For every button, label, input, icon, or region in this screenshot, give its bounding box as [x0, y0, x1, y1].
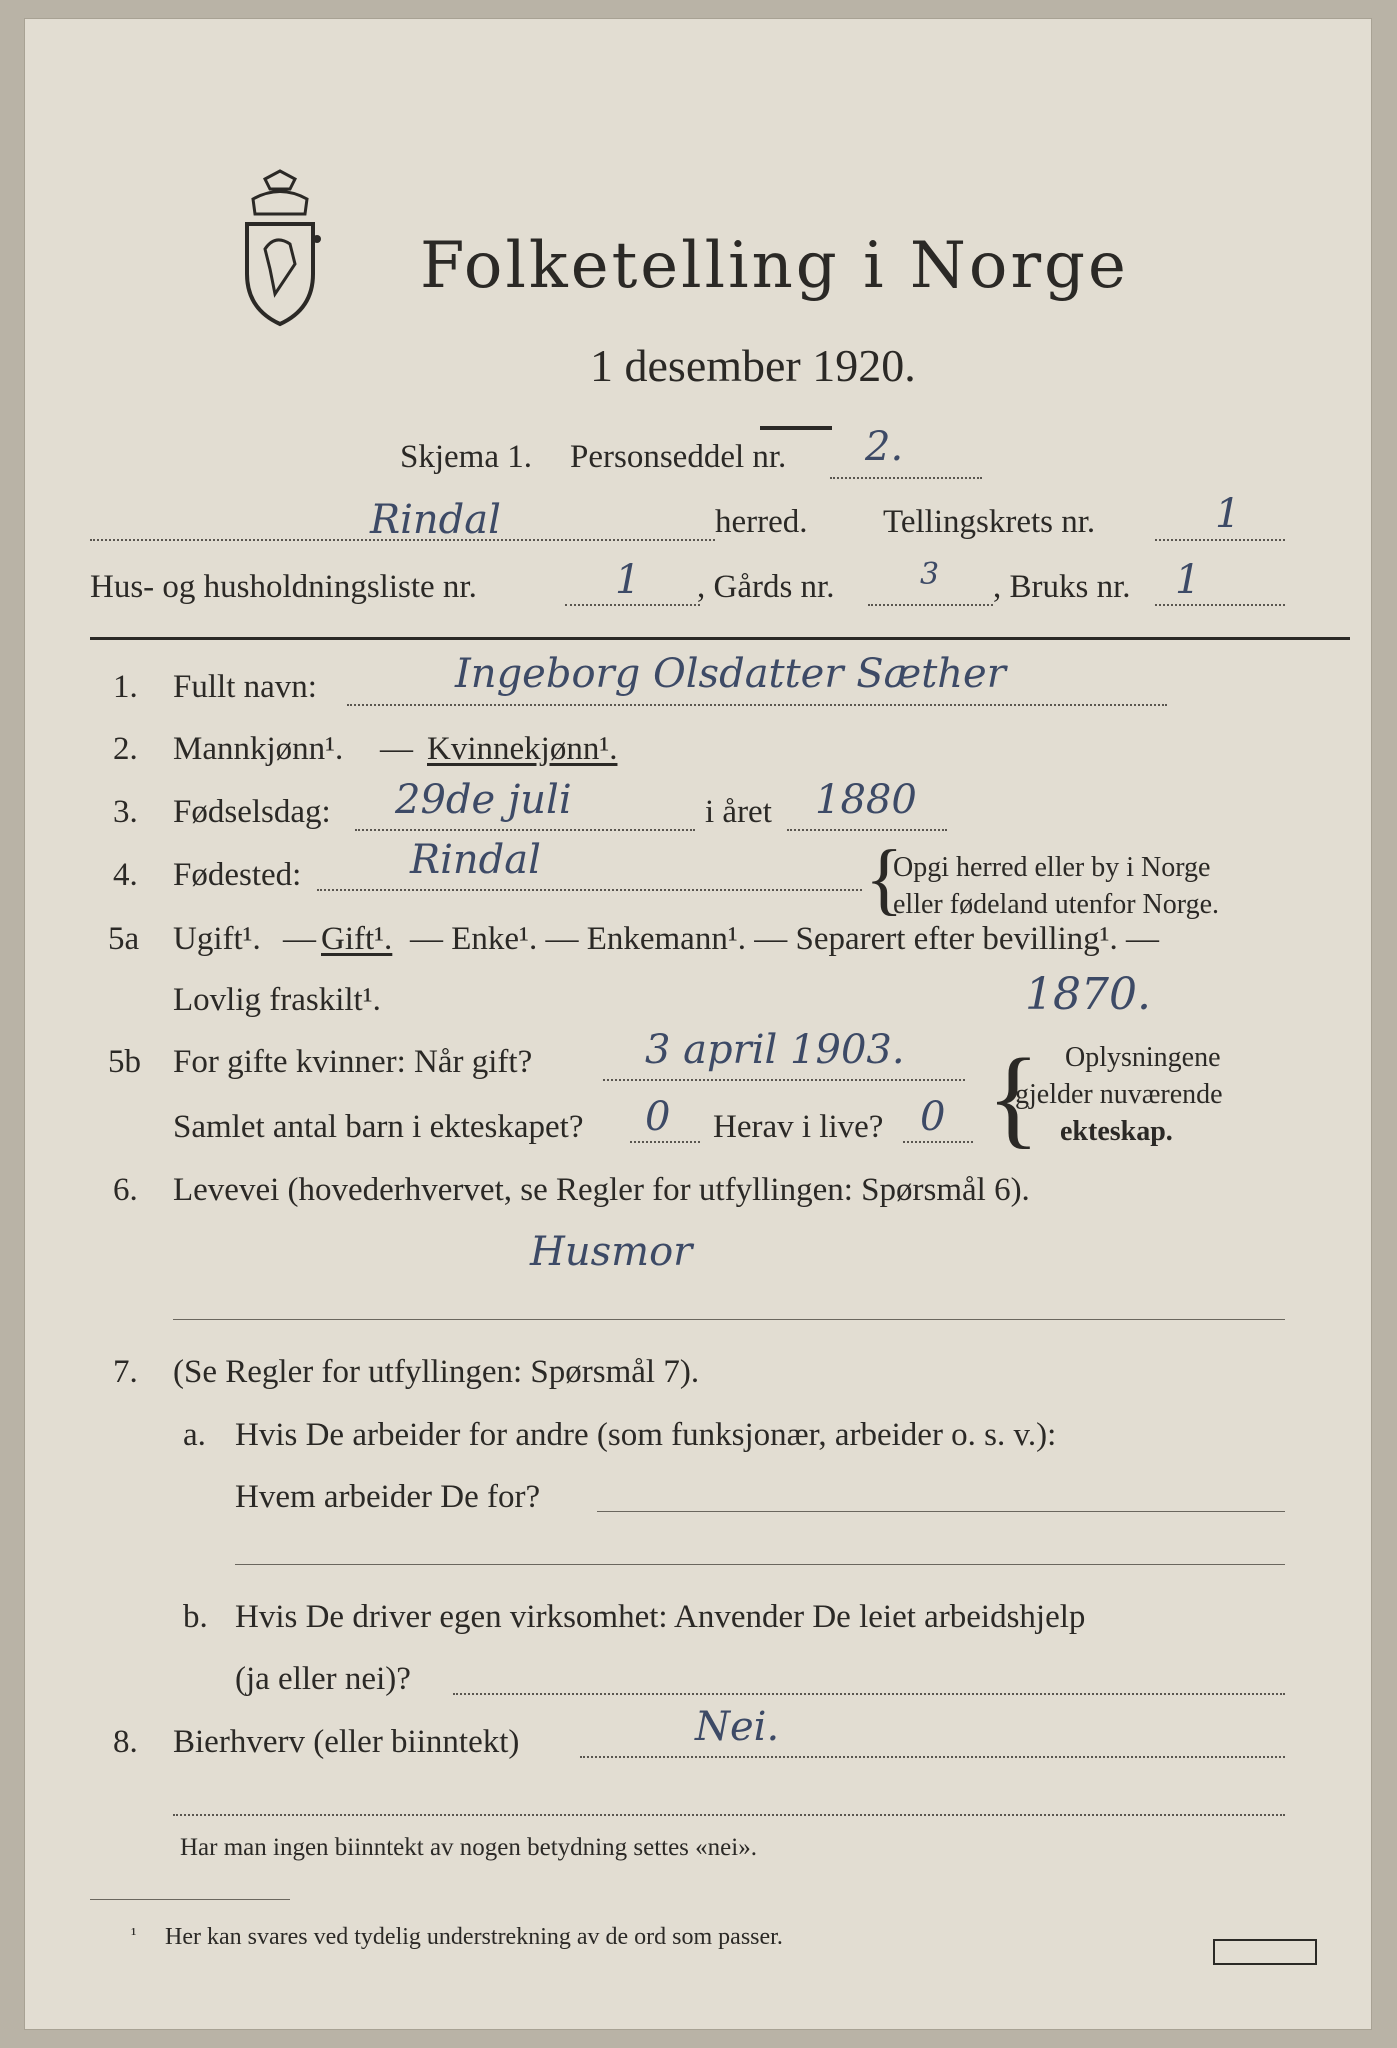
- q5a-line2: Lovlig fraskilt¹.: [173, 982, 381, 1018]
- q7-label: (Se Regler for utfyllingen: Spørsmål 7).: [173, 1354, 700, 1390]
- q8-note: Har man ingen biinntekt av nogen betydning settes «nei».: [180, 1834, 757, 1861]
- page-title: Folketelling i Norge: [420, 229, 1129, 303]
- q1-number: 1.: [113, 669, 138, 705]
- coat-of-arms-icon: [235, 169, 325, 334]
- q5b-note-2: gjelder nuværende: [1015, 1079, 1223, 1110]
- q4-number: 4.: [113, 857, 138, 893]
- q1-value: Ingeborg Olsdatter Sæther: [455, 651, 1006, 697]
- q2-female: Kvinnekjønn¹.: [427, 731, 618, 767]
- q5b-value: 3 april 1903.: [645, 1027, 905, 1073]
- q2-sep: —: [380, 731, 413, 767]
- q7-number: 7.: [113, 1354, 138, 1390]
- q5b-brace: {: [987, 1036, 1040, 1158]
- q5a-rest: — Enke¹. — Enkemann¹. — Separert efter bevilling¹. —: [410, 921, 1160, 957]
- q7a-line2: Hvem arbeider De for?: [235, 1479, 541, 1515]
- bruks-value: 1: [1175, 557, 1201, 603]
- hus-line: [565, 604, 700, 606]
- q7a-line: [597, 1511, 1285, 1512]
- q6-number: 6.: [113, 1172, 138, 1208]
- q7a-label: Hvis De arbeider for andre (som funksjonær, arbeider o. s. v.):: [235, 1417, 1057, 1453]
- q7a-letter: a.: [183, 1417, 206, 1453]
- q3-year-line: [787, 829, 947, 831]
- schema-label: Skjema 1.: [400, 439, 532, 475]
- q7a-line-extra: [235, 1564, 1285, 1565]
- q6-value: Husmor: [530, 1229, 693, 1275]
- gards-value: 3: [920, 557, 940, 592]
- q7b-letter: b.: [183, 1599, 208, 1635]
- q3-year-label: i året: [705, 794, 772, 830]
- q8-label: Bierhverv (eller biinntekt): [173, 1724, 520, 1760]
- q5b-alive-line: [903, 1141, 973, 1143]
- q5b-note-3: ekteskap.: [1060, 1116, 1173, 1147]
- printer-stamp: [1213, 1939, 1317, 1965]
- title-divider: [760, 426, 832, 430]
- q1-line: [347, 704, 1167, 706]
- bruks-label: , Bruks nr.: [993, 569, 1131, 605]
- personseddel-label: Personseddel nr.: [570, 439, 787, 475]
- q7b-line: [453, 1693, 1285, 1695]
- q7b-line2: (ja eller nei)?: [235, 1661, 411, 1697]
- tellingskrets-value: 1: [1215, 491, 1241, 537]
- q5b-number: 5b: [108, 1044, 141, 1080]
- q5b-alive-value: 0: [920, 1094, 946, 1140]
- q4-brace: {: [865, 835, 904, 923]
- q5a-ugift: Ugift¹.: [173, 921, 261, 957]
- q4-note-1: Opgi herred eller by i Norge: [893, 852, 1211, 883]
- q6-line: [173, 1319, 1285, 1320]
- q5b-line: [603, 1079, 965, 1081]
- q8-line-extra: [173, 1814, 1285, 1816]
- herred-label: herred.: [715, 504, 808, 540]
- q4-value: Rindal: [410, 837, 541, 883]
- q8-line: [580, 1756, 1285, 1758]
- q3-label: Fødselsdag:: [173, 794, 331, 830]
- q1-label: Fullt navn:: [173, 669, 317, 705]
- q8-number: 8.: [113, 1724, 138, 1760]
- q3-year-value: 1880: [815, 777, 917, 823]
- tellingskrets-line: [1155, 539, 1285, 541]
- personseddel-value: 2.: [865, 424, 904, 470]
- q8-value: Nei.: [695, 1704, 780, 1750]
- footnote: Her kan svares ved tydelig understrekning av de ord som passer.: [165, 1924, 783, 1950]
- q5b-note-1: Oplysningene: [1065, 1042, 1221, 1073]
- q2-male: Mannkjønn¹.: [173, 731, 344, 767]
- q5b-children-value: 0: [645, 1094, 671, 1140]
- gards-label: , Gårds nr.: [697, 569, 835, 605]
- q5a-number: 5a: [108, 921, 140, 957]
- q3-number: 3.: [113, 794, 138, 830]
- hus-label: Hus- og husholdningsliste nr.: [90, 569, 477, 605]
- q7b-label: Hvis De driver egen virksomhet: Anvender De leiet arbeidshjelp: [235, 1599, 1086, 1635]
- gards-line: [868, 604, 993, 606]
- q4-label: Fødested:: [173, 857, 302, 893]
- q5b-children-label: Samlet antal barn i ekteskapet?: [173, 1109, 584, 1145]
- q5a-gift: Gift¹.: [321, 921, 393, 957]
- q4-line: [317, 889, 862, 891]
- footnote-mark: ¹: [131, 1924, 137, 1944]
- q5b-children-line: [630, 1141, 700, 1143]
- q2-number: 2.: [113, 731, 138, 767]
- personseddel-line: [830, 477, 982, 479]
- q3-value: 29de juli: [395, 777, 572, 823]
- herred-value: Rindal: [370, 497, 501, 543]
- header-divider: [90, 637, 1350, 640]
- q5b-alive-label: Herav i live?: [713, 1109, 884, 1145]
- q5a-extra: 1870.: [1025, 969, 1151, 1020]
- hus-value: 1: [615, 557, 641, 603]
- q5a-sep: —: [283, 921, 316, 957]
- footnote-rule: [90, 1899, 290, 1900]
- q4-note-2: eller fødeland utenfor Norge.: [893, 889, 1220, 920]
- q5b-label: For gifte kvinner: Når gift?: [173, 1044, 533, 1080]
- q6-label: Levevei (hovederhvervet, se Regler for utfyllingen: Spørsmål 6).: [173, 1172, 1030, 1208]
- tellingskrets-label: Tellingskrets nr.: [883, 504, 1096, 540]
- q3-line: [355, 829, 695, 831]
- bruks-line: [1155, 604, 1285, 606]
- census-form-page: [24, 18, 1372, 2030]
- census-date: 1 desember 1920.: [590, 340, 916, 391]
